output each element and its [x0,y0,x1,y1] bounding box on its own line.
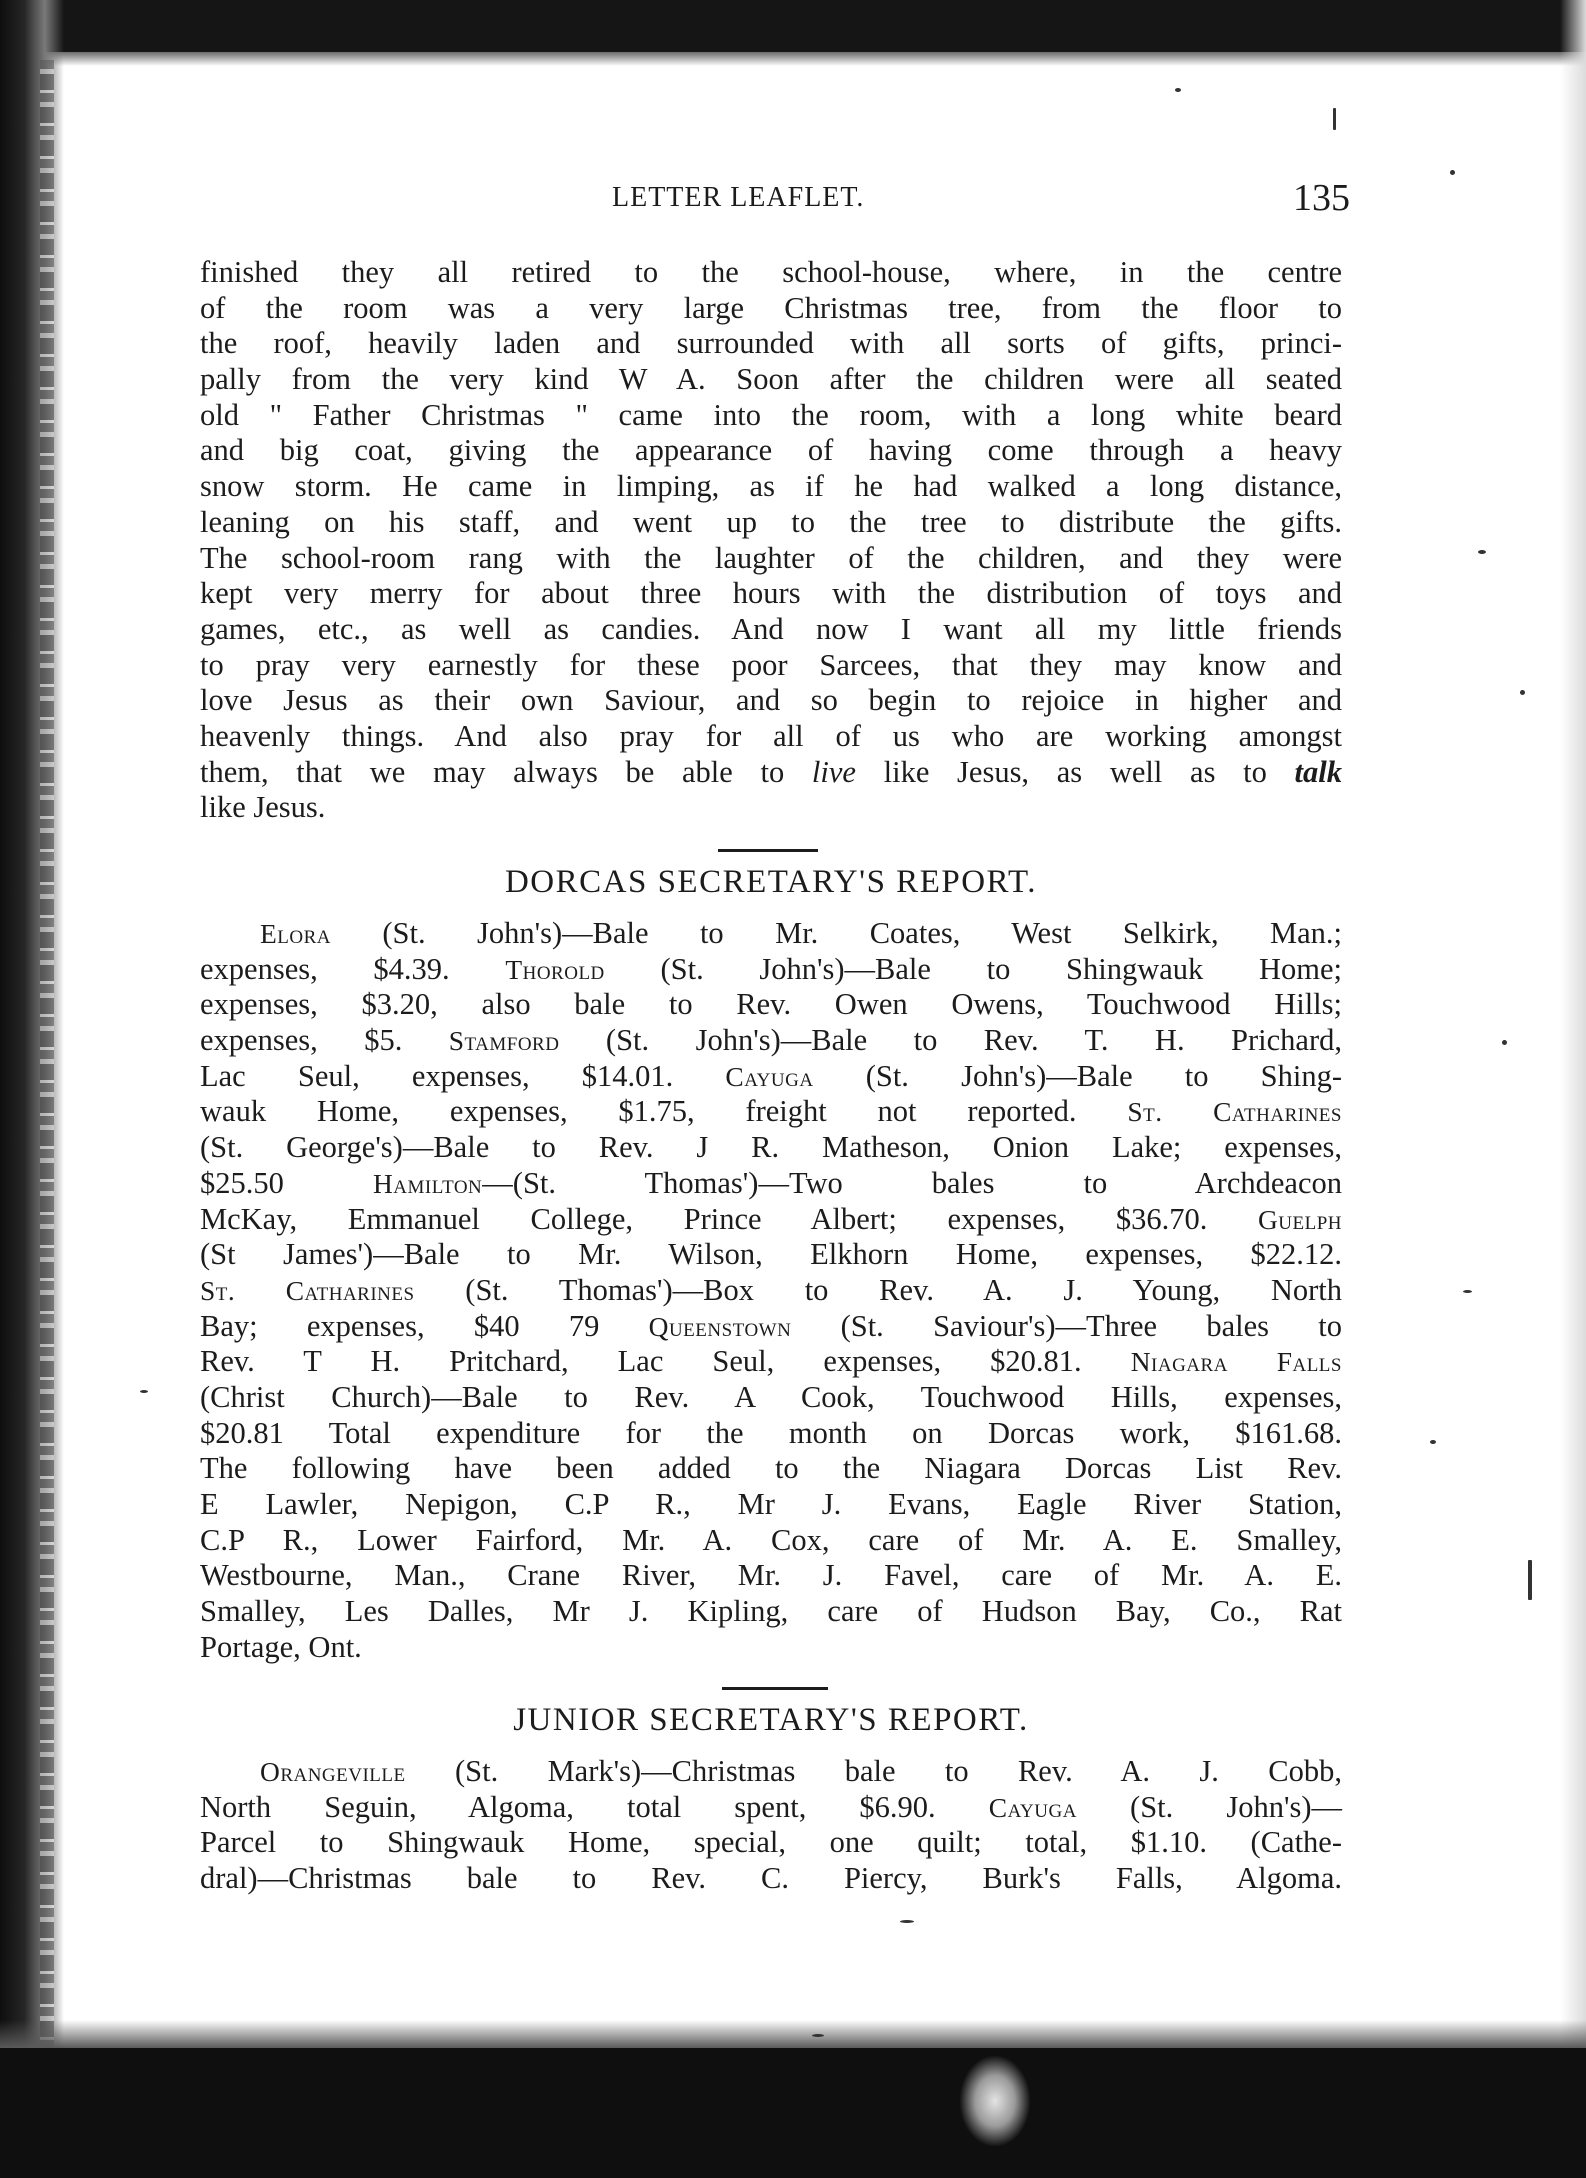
text-run: expenses, $5. [200,1023,449,1058]
page-header [200,177,1350,226]
text-line: The following have been added to the Niagara Dorcas List Rev. [200,1451,1342,1486]
scan-border-left [0,0,64,2178]
text-line [200,1166,1342,1202]
text-line: C.P R., Lower Fairford, Mr. A. Cox, care of Mr. A. E. Smalley, [200,1522,1342,1557]
text-line: The school-room rang with the laughter of the children, and they were [200,540,1342,575]
scan-border-top [0,0,1586,52]
scan-border-right [1560,0,1586,2178]
text-run: wauk Home, expenses, $1.75, freight not reported. [200,1094,1128,1129]
text-line: heavenly things. And also pray for all of us who are working amongst [200,718,1342,753]
text-line: pally from the very kind W A. Soon after the children were all seated [200,362,1342,397]
italic-word: live [811,754,856,789]
place-name: Cayuga [725,1061,814,1092]
text-line: kept very merry for about three hours with the distribution of toys and [200,576,1342,611]
text-run: Lac Seul, expenses, $14.01. [200,1058,726,1093]
speck-mark [900,1920,914,1923]
text-run: North Seguin, Algoma, total spent, $6.90. [200,1789,989,1824]
text-line [200,755,1342,791]
text-run: McKay, Emmanuel College, Prince Albert; expenses, $36.70. [200,1201,1258,1236]
text-run: Bay; expenses, $40 79 [200,1308,649,1343]
text-line [200,1790,1342,1826]
text-line [200,1273,1342,1309]
text-line: (Christ Church)—Bale to Rev. A Cook, Touchwood Hills, expenses, [200,1379,1342,1414]
text-line [200,916,1342,952]
scan-light-spot [960,2056,1030,2146]
text-line: snow storm. He came in limping, as if he had walked a long distance, [200,469,1342,504]
page-number: 135 [1293,177,1350,219]
text-line: and big coat, giving the appearance of having come through a heavy [200,433,1342,468]
text-line [200,1094,1342,1130]
text-run: (St. Saviour's)—Three bales to [791,1308,1342,1343]
text-line: leaning on his staff, and went up to the tree to distribute the gifts. [200,504,1342,539]
speck-mark [1430,1440,1436,1444]
text-line [200,952,1342,988]
text-line [200,1023,1342,1059]
text-run: (St. Thomas')—Box to Rev. A. J. Young, North [414,1272,1342,1307]
junior-report-body [200,1754,1342,1897]
text-line: E Lawler, Nepigon, C.P R., Mr J. Evans, Eagle River Station, [200,1487,1342,1521]
speck-mark [1463,1290,1472,1293]
text-line: games, etc., as well as candies. And now I want all my little friends [200,611,1342,646]
place-name: Stamford [448,1026,560,1057]
text-line: finished they all retired to the school-house, where, in the centre [200,255,1342,289]
dorcas-report-body [200,916,1342,1665]
text-line: (St James')—Bale to Mr. Wilson, Elkhorn Home, expenses, $22.12. [200,1237,1342,1272]
text-run: (St. Mark's)—Christmas bale to Rev. A. J. Cobb, [405,1754,1342,1788]
text-line: $20.81 Total expenditure for the month on Dorcas work, $161.68. [200,1415,1342,1450]
text-run: Rev. T H. Pritchard, Lac Seul, expenses, $20.81. [200,1344,1131,1379]
text-line: expenses, $3.20, also bale to Rev. Owen Owens, Touchwood Hills; [200,987,1342,1022]
speck-mark [1478,550,1486,554]
place-name: Orangeville [260,1757,406,1787]
text-run: (St. John's)—Bale to Rev. T. H. Prichard, [559,1023,1343,1058]
speck-mark [1175,88,1181,92]
speck-mark [812,2034,824,2037]
text-line [200,1344,1342,1380]
dorcas-report-heading: DORCAS SECRETARY'S REPORT. [504,864,1038,900]
text-run: expenses, $4.39. [200,951,506,986]
italic-word: talk [1294,754,1342,789]
text-run: (St. John's)—Bale to Shingwauk Home; [604,951,1342,986]
scan-binding-texture [40,60,54,2110]
scan-shadow-bottom [0,2020,1586,2048]
place-name: Queenstown [648,1311,792,1342]
place-name: Niagara Falls [1130,1347,1342,1378]
text-run: them, that we may always be able to [200,754,812,789]
scan-shadow-top [0,52,1586,66]
speck-mark [1450,170,1455,175]
speck-mark [1528,1560,1532,1600]
text-line: of the room was a very large Christmas tree, from the floor to [200,290,1342,325]
scan-border-bottom [0,2048,1586,2178]
text-run: $25.50 [200,1165,373,1200]
text-run: like Jesus, as well as to [855,754,1295,789]
text-line [200,1309,1342,1345]
speck-mark [140,1390,148,1393]
place-name: Hamilton [372,1168,483,1199]
section-divider [718,849,818,852]
text-run: —(St. Thomas')—Two bales to Archdeacon [482,1165,1342,1200]
place-name: St. Catharines [200,1275,415,1306]
place-name: Thorold [505,954,605,985]
running-title: LETTER LEAFLET. [612,182,865,213]
text-line: Westbourne, Man., Crane River, Mr. J. Favel, care of Mr. A. E. [200,1558,1342,1593]
text-run: (St. John's)—Bale to Shing- [813,1058,1342,1093]
text-line: dral)—Christmas bale to Rev. C. Piercy, Burk's Falls, Algoma. [200,1861,1342,1896]
text-line: Smalley, Les Dalles, Mr J. Kipling, care of Hudson Bay, Co., Rat [200,1594,1342,1629]
text-line [200,1754,1342,1790]
place-name: Guelph [1257,1204,1342,1235]
text-line [200,1059,1342,1095]
text-line: Portage, Ont. [200,1629,362,1664]
text-line: love Jesus as their own Saviour, and so begin to rejoice in higher and [200,683,1342,718]
speck-mark [1520,690,1525,695]
text-run: (St. John's)—Bale to Mr. Coates, West Selkirk, Man.; [330,916,1342,950]
speck-mark [1333,108,1336,130]
letter-body [200,255,1342,826]
text-line: to pray very earnestly for these poor Sarcees, that they may know and [200,647,1342,682]
text-line: old " Father Christmas " came into the room, with a long white beard [200,397,1342,432]
section-divider [722,1687,828,1690]
text-line: Parcel to Shingwauk Home, special, one quilt; total, $1.10. (Cathe- [200,1825,1342,1860]
speck-mark [1502,1040,1507,1045]
place-name: St. Catharines [1127,1097,1342,1128]
text-line [200,1202,1342,1238]
place-name: Cayuga [988,1792,1077,1823]
text-run: (St. John's)— [1076,1789,1342,1824]
text-line: like Jesus. [200,790,326,825]
text-line: the roof, heavily laden and surrounded with all sorts of gifts, princi- [200,326,1342,361]
junior-report-heading: JUNIOR SECRETARY'S REPORT. [513,1702,1029,1738]
text-line: (St. George's)—Bale to Rev. J R. Matheson, Onion Lake; expenses, [200,1130,1342,1165]
place-name: Elora [260,919,331,949]
